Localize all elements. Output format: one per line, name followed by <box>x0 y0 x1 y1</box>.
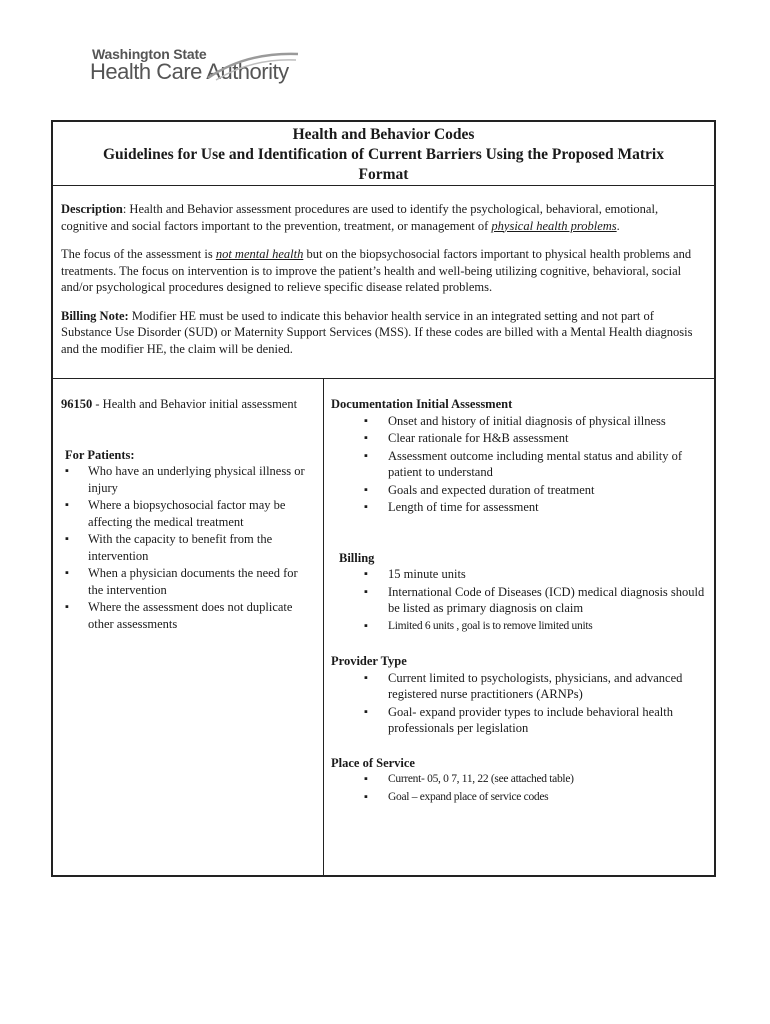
billing-note-text: Modifier HE must be used to indicate this behavior health service in an integrated setting and not part of Substance Use Disorder (SUD) or Maternity Support Services (MSS). If these codes are billed with a Mental Health diagnosis and the modifier HE, the claim will be denied. <box>61 308 693 356</box>
documentation-heading: Documentation Initial Assessment <box>331 397 513 411</box>
list-item: ▪ Goal- expand provider types to include behavioral health professionals per legislation <box>331 704 711 737</box>
list-item: ▪ Length of time for assessment <box>331 499 711 516</box>
provider-heading: Provider Type <box>331 654 407 668</box>
code-description: - Health and Behavior initial assessment <box>92 397 298 411</box>
billing-note-paragraph <box>61 308 706 358</box>
billing-note-label: Billing Note: <box>61 308 129 323</box>
description-emphasis: physical health problems <box>491 218 617 233</box>
list-item: ▪ Limited 6 units , goal is to remove limited units <box>331 618 711 635</box>
page-subtitle-cont: Format <box>358 166 409 183</box>
documentation-list <box>331 413 711 516</box>
billing-heading: Billing <box>339 550 375 565</box>
column-divider <box>323 379 324 875</box>
left-column <box>61 396 316 633</box>
list-item: ▪ International Code of Diseases (ICD) medical diagnosis should be listed as primary diagnosis on claim <box>331 584 711 617</box>
table-header <box>53 122 714 186</box>
description-text: : Health and Behavior assessment procedures are used to identify the psychological, behavioral, emotional, cognitive and social factors important to the prevention, treatment, or management of <box>61 202 659 233</box>
logo-swoosh-icon <box>206 48 301 84</box>
patients-list <box>61 463 316 632</box>
code-line <box>61 396 316 413</box>
focus-emphasis: not mental health <box>215 247 304 261</box>
guidelines-table <box>51 120 716 877</box>
list-item: ▪ Where the assessment does not duplicate other assessments <box>61 599 316 632</box>
list-item: ▪ With the capacity to benefit from the intervention <box>61 531 316 564</box>
list-item: ▪ Clear rationale for H&B assessment <box>331 430 711 447</box>
right-column <box>331 396 711 806</box>
focus-paragraph <box>61 246 706 296</box>
list-item: ▪ Goals and expected duration of treatment <box>331 482 711 499</box>
patients-heading: For Patients: <box>65 447 135 462</box>
hca-logo <box>88 46 303 90</box>
provider-list <box>331 670 711 737</box>
focus-pre: The focus of the assessment is <box>61 247 216 261</box>
page-subtitle: Guidelines for Use and Identification of Current Barriers Using the Proposed Matrix <box>103 146 664 163</box>
logo-line2: Health Care Authority <box>90 59 289 84</box>
list-item: ▪ Assessment outcome including mental status and ability of patient to understand <box>331 448 711 481</box>
description-label: Description <box>61 202 123 216</box>
list-item: ▪ Current limited to psychologists, physicians, and advanced registered nurse practitioners (ARNPs) <box>331 670 711 703</box>
description-end: . <box>616 218 620 233</box>
billing-list <box>331 566 711 634</box>
list-item: ▪ Where a biopsychosocial factor may be affecting the medical treatment <box>61 497 316 530</box>
focus-post: but on the biopsychosocial factors important to physical health problems and treatments. The focus on intervention is to improve the patient’s health and well-being utilizing cognitive, behavioral, social and/or psychological procedures designed to relieve specific disease related problems. <box>61 247 692 294</box>
logo-line1: Washington State <box>92 46 207 62</box>
place-heading: Place of Service <box>331 755 415 770</box>
list-item: ▪ Goal – expand place of service codes <box>331 789 711 806</box>
list-item: ▪ Onset and history of initial diagnosis of physical illness <box>331 413 711 430</box>
description-section <box>53 186 714 379</box>
list-item: ▪ Current- 05, 0 7, 11, 22 (see attached table) <box>331 771 711 788</box>
list-item: ▪ Who have an underlying physical illness or injury <box>61 463 316 496</box>
place-list <box>331 771 711 805</box>
page-title: Health and Behavior Codes <box>292 126 475 143</box>
code-number: 96150 <box>61 397 93 411</box>
list-item: ▪ 15 minute units <box>331 566 711 583</box>
list-item: ▪ When a physician documents the need for the intervention <box>61 565 316 598</box>
description-paragraph <box>61 201 706 234</box>
